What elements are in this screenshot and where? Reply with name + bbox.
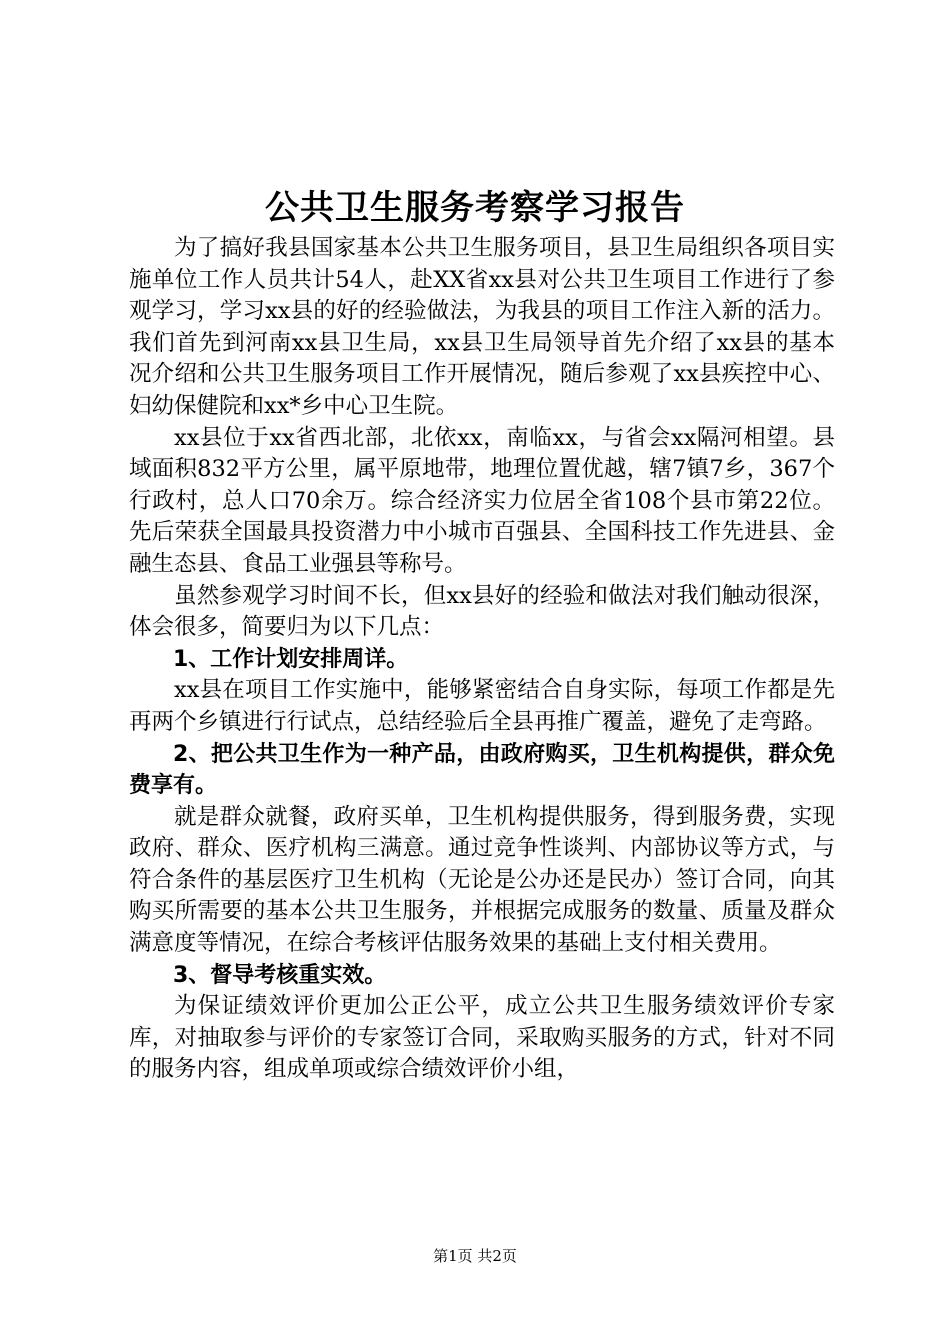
document-body <box>129 233 835 1086</box>
paragraph: 为保证绩效评价更加公正公平，成立公共卫生服务绩效评价专家库，对抽取参与评价的专家签订合同，采取购买服务的方式，针对不同的服务内容，组成单项或综合绩效评价小组， <box>129 993 835 1083</box>
section-heading: 2、把公共卫生作为一种产品，由政府购买，卫生机构提供，群众免费享有。 <box>129 741 835 799</box>
paragraph: xx县在项目工作实施中，能够紧密结合自身实际，每项工作都是先再两个乡镇进行行试点，总结经验后全县再推广覆盖，避免了走弯路。 <box>129 677 835 735</box>
section-heading: 1、工作计划安排周详。 <box>173 646 409 672</box>
paragraph: xx县位于xx省西北部，北依xx，南临xx，与省会xx隔河相望。县域面积832平方公里，属平原地带，地理位置优越，辖7镇7乡，367个行政村，总人口70余万。综合经济实力位居全省108个县市第22位。先后荣获全国最具投资潜力中小城市百强县、全国科技工作先进县、金融生态县、食品工业强县等称号。 <box>129 424 835 577</box>
paragraph: 为了搞好我县国家基本公共卫生服务项目，县卫生局组织各项目实施单位工作人员共计54人，赴XX省xx县对公共卫生项目工作进行了参观学习，学习xx县的好的经验做法，为我县的项目工作注入新的活力。我们首先到河南xx县卫生局，xx县卫生局领导首先介绍了xx县的基本况介绍和公共卫生服务项目工作开展情况，随后参观了xx县疾控中心、妇幼保健院和xx*乡中心卫生院。 <box>129 235 835 419</box>
page-number: 第1页 共2页 <box>433 1247 517 1265</box>
paragraph: 就是群众就餐，政府买单，卫生机构提供服务，得到服务费，实现政府、群众、医疗机构三满意。通过竞争性谈判、内部协议等方式，与符合条件的基层医疗卫生机构（无论是公办还是民办）签订合同，向其购买所需要的基本公共卫生服务，并根据完成服务的数量、质量及群众满意度等情况，在综合考核评估服务效果的基础上支付相关费用。 <box>129 803 835 957</box>
paragraph: 虽然参观学习时间不长，但xx县好的经验和做法对我们触动很深，体会很多，简要归为以下几点： <box>129 582 835 641</box>
document-title: 公共卫生服务考察学习报告 <box>265 188 685 228</box>
section-heading: 3、督导考核重实效。 <box>173 962 387 988</box>
